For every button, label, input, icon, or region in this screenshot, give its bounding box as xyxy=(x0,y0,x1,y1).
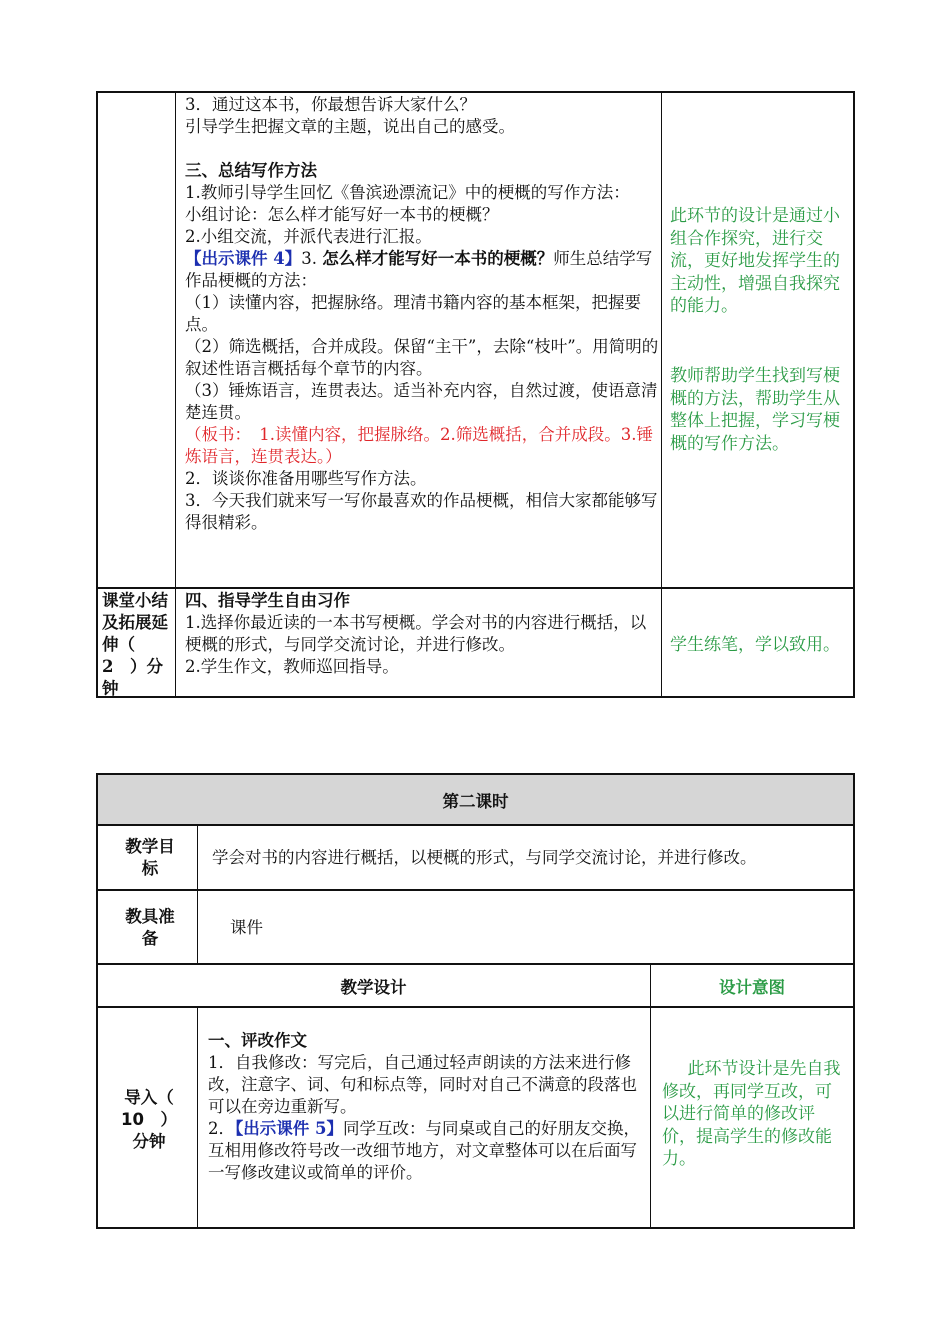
courseware-tag: 【出示课件 4】 xyxy=(185,249,302,268)
intro-label: 导入（ 10 ）分钟 xyxy=(121,1088,191,1151)
prep-text: 课件 xyxy=(230,918,263,937)
question-3: 【出示课件 4】3. 怎么样才能写好一本书的梗概？师生总结学写作品梗概的方法： xyxy=(185,249,653,290)
line: 引导学生把握文章的主题，说出自己的感受。 xyxy=(185,117,515,136)
goal-label: 教学目标 xyxy=(125,837,175,878)
line: 2.学生作文，教师巡回指导。 xyxy=(185,657,399,676)
method: （2）筛选概括，合并成段。保留“主干”，去除“枝叶”。用简明的叙述性语言概括每个章节的内容。 xyxy=(185,337,659,378)
line: 2.小组交流，并派代表进行汇报。 xyxy=(185,227,432,246)
method: （1）读懂内容，把握脉络。理清书籍内容的基本框架，把握要点。 xyxy=(185,293,641,334)
section-title: 四、指导学生自由习作 xyxy=(185,591,350,610)
prep-label: 教具准备 xyxy=(125,906,175,948)
board-notes: （板书： 1.读懂内容，把握脉络。2.筛选概括，合并成段。3.锤炼语言，连贯表达。） xyxy=(185,425,653,466)
design-note: 此环节的设计是通过小组合作探究，进行交流，更好地发挥学生的主动性，增强自我探究的能力。 xyxy=(670,206,840,316)
intent-header: 设计意图 xyxy=(719,978,785,997)
design-note: 教师帮助学生找到写梗概的方法，帮助学生从整体上把握，学习写梗概的写作方法。 xyxy=(670,366,840,454)
line: 3．今天我们就来写一写你最喜欢的作品梗概，相信大家都能够写得很精彩。 xyxy=(185,491,658,532)
section-title: 一、评改作文 xyxy=(208,1031,307,1050)
intro-content xyxy=(208,1030,648,1184)
lesson-title: 第二课时 xyxy=(442,792,509,811)
design-header: 教学设计 xyxy=(340,978,407,997)
item-1: 1．自我修改：写完后，自己通过轻声朗读的方法来进行修改，注意字、词、句和标点等，同时对自己不满意的段落也可以在旁边重新写。 xyxy=(208,1053,637,1116)
courseware-tag: 【出示课件 5】 xyxy=(235,1119,343,1138)
line: 1.选择你最近读的一本书写梗概。学会对书的内容进行概括，以梗概的形式，与同学交流讨论，并进行修改。 xyxy=(185,613,647,654)
line: 2．谈谈你准备用哪些写作方法。 xyxy=(185,469,427,488)
row2-content xyxy=(185,590,661,678)
item-2: 2．【出示课件 5】同学互改：与同桌或自己的好朋友交换，互相用修改符号改一改细节地方，对文章整体可以在后面写一写修改建议或简单的评价。 xyxy=(208,1119,640,1182)
section-title: 三、总结写作方法 xyxy=(185,161,317,180)
line: 小组讨论：怎么样才能写好一本书的梗概？ xyxy=(185,205,499,224)
row1-content xyxy=(185,94,661,534)
line: 3．通过这本书，你最想告诉大家什么？ xyxy=(185,95,476,114)
method: （3）锤炼语言，连贯表达。适当补充内容，自然过渡，使语意清楚连贯。 xyxy=(185,381,658,422)
design-note: 此环节设计是先自我修改，再同学互改，可以进行简单的修改评价，提高学生的修改能力。 xyxy=(662,1059,841,1169)
goal-text: 学会对书的内容进行概括，以梗概的形式，与同学交流讨论，并进行修改。 xyxy=(212,848,757,867)
design-note: 学生练笔，学以致用。 xyxy=(670,635,840,655)
line: 1.教师引导学生回忆《鲁滨逊漂流记》中的梗概的写作方法： xyxy=(185,183,630,202)
row-label: 课堂小结及拓展延伸（ 2 ）分钟 xyxy=(102,591,168,698)
